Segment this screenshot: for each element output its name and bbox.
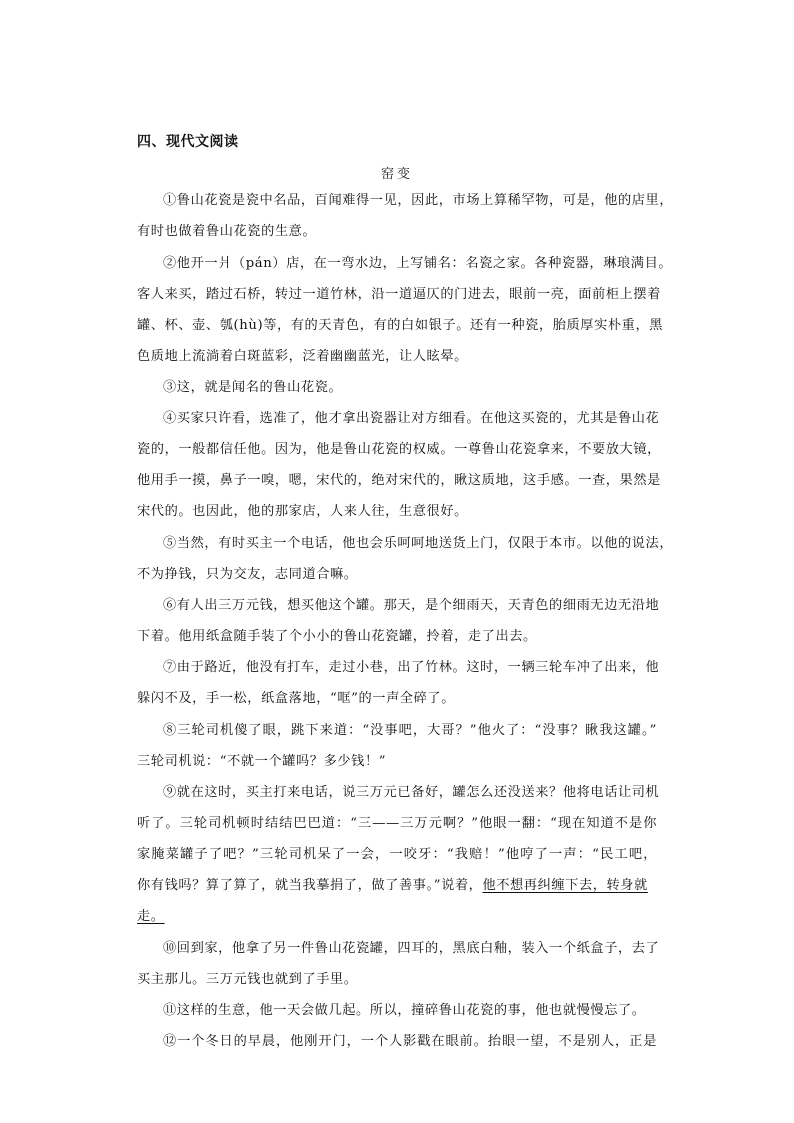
- paragraph-line: 瓷的，一般都信任他。因为，他是鲁山花瓷的权威。一尊鲁山花瓷拿来，不要放大镜，: [137, 442, 661, 457]
- paragraph-line: ②他开一爿（pán）店，在一弯水边，上写铺名：名瓷之家。各种瓷器，琳琅满目。: [163, 256, 673, 271]
- paragraph-line: 他用手一摸，鼻子一嗅，嗯，宋代的，绝对宋代的，瞅这质地，这手感。一查，果然是: [137, 473, 661, 488]
- paragraph-line: 家腌菜罐子了吧？”三轮司机呆了一会，一咬牙：“我赔！”他哼了一声：“民工吧，: [137, 847, 657, 862]
- underlined-sentence: 他不想再纠缠下去，转身就: [482, 878, 648, 893]
- paragraph-line: [137, 908, 657, 926]
- paragraph-line: 三轮司机说：“不就一个罐吗？多少钱！”: [137, 754, 387, 769]
- paragraph-line: 下着。他用纸盒随手装了个小小的鲁山花瓷罐，拎着，走了出去。: [137, 629, 537, 644]
- paragraph-line: ⑥有人出三万元钱，想买他这个罐。那天，是个细雨天，天青色的细雨无边无沿地: [163, 598, 660, 613]
- paragraph-line: 罐、杯、壶、瓠(hù)等，有的天青色，有的白如银子。还有一种瓷，胎质厚实朴重，黑: [137, 318, 664, 333]
- paragraph-line: 客人来买，踏过石桥，转过一道竹林，沿一道逼仄的门进去，眼前一亮，面前柜上摆着: [137, 287, 661, 302]
- paragraph-line: 色质地上流淌着白斑蓝彩，泛着幽幽蓝光，让人眩晕。: [137, 349, 468, 364]
- paragraph-line: ⑩回到家，他拿了另一件鲁山花瓷罐，四耳的，黑底白釉，装入一个纸盒子，去了: [163, 941, 660, 956]
- paragraph-line: ⑧三轮司机傻了眼，跳下来道：“没事吧，大哥？”他火了：“没事？瞅我这罐。”: [163, 723, 657, 738]
- paragraph-line: [137, 877, 657, 895]
- paragraph-line: ⑤当然，有时买主一个电话，他也会乐呵呵地送货上门，仅限于本市。以他的说法，: [163, 536, 674, 551]
- paragraph-line: ⑦由于路近，他没有打车，走过小巷，出了竹林。这时，一辆三轮车冲了出来，他: [163, 660, 660, 675]
- paragraph-line: 听了。三轮司机顿时结结巴巴道：“三——三万元啊？”他眼一翻：“现在知道不是你: [137, 816, 657, 831]
- line-text: 你有钱吗？算了算了，就当我摹捐了，做了善事。”说着，: [137, 878, 483, 893]
- paragraph-line: 不为挣钱，只为交友，志同道合嘛。: [137, 567, 358, 582]
- underlined-sentence-end: 走。: [137, 909, 165, 924]
- paragraph-line: ④买家只许看，选准了，他才拿出瓷器让对方细看。在他这买瓷的，尤其是鲁山花: [163, 411, 660, 426]
- paragraph-line: 有时也做着鲁山花瓷的生意。: [137, 224, 317, 239]
- paragraph-line: ①鲁山花瓷是瓷中名品，百闻难得一见，因此，市场上算稀罕物，可是，他的店里，: [163, 193, 674, 208]
- paragraph-line: 宋代的。也因此，他的那家店，人来人往，生意很好。: [137, 504, 468, 519]
- paragraph-line: ⑫一个冬日的早晨，他刚开门，一个人影戳在眼前。抬眼一望，不是别人，正是: [163, 1034, 657, 1049]
- paragraph-line: ⑨就在这时，买主打来电话，说三万元已备好，罐怎么还没送来？他将电话让司机: [163, 785, 660, 800]
- section-heading: 四、现代文阅读: [137, 134, 239, 150]
- paragraph-line: 买主那儿。三万元钱也就到了手里。: [137, 972, 358, 987]
- paragraph-line: 躲闪不及，手一松，纸盒落地，“哐”的一声全碎了。: [137, 691, 456, 706]
- paragraph-line: ⑪这样的生意，他一天会做几起。所以，撞碎鲁山花瓷的事，他也就慢慢忘了。: [163, 1003, 646, 1018]
- article-title: 窑变: [380, 167, 413, 182]
- paragraph-line: ③这，就是闻名的鲁山花瓷。: [163, 380, 343, 395]
